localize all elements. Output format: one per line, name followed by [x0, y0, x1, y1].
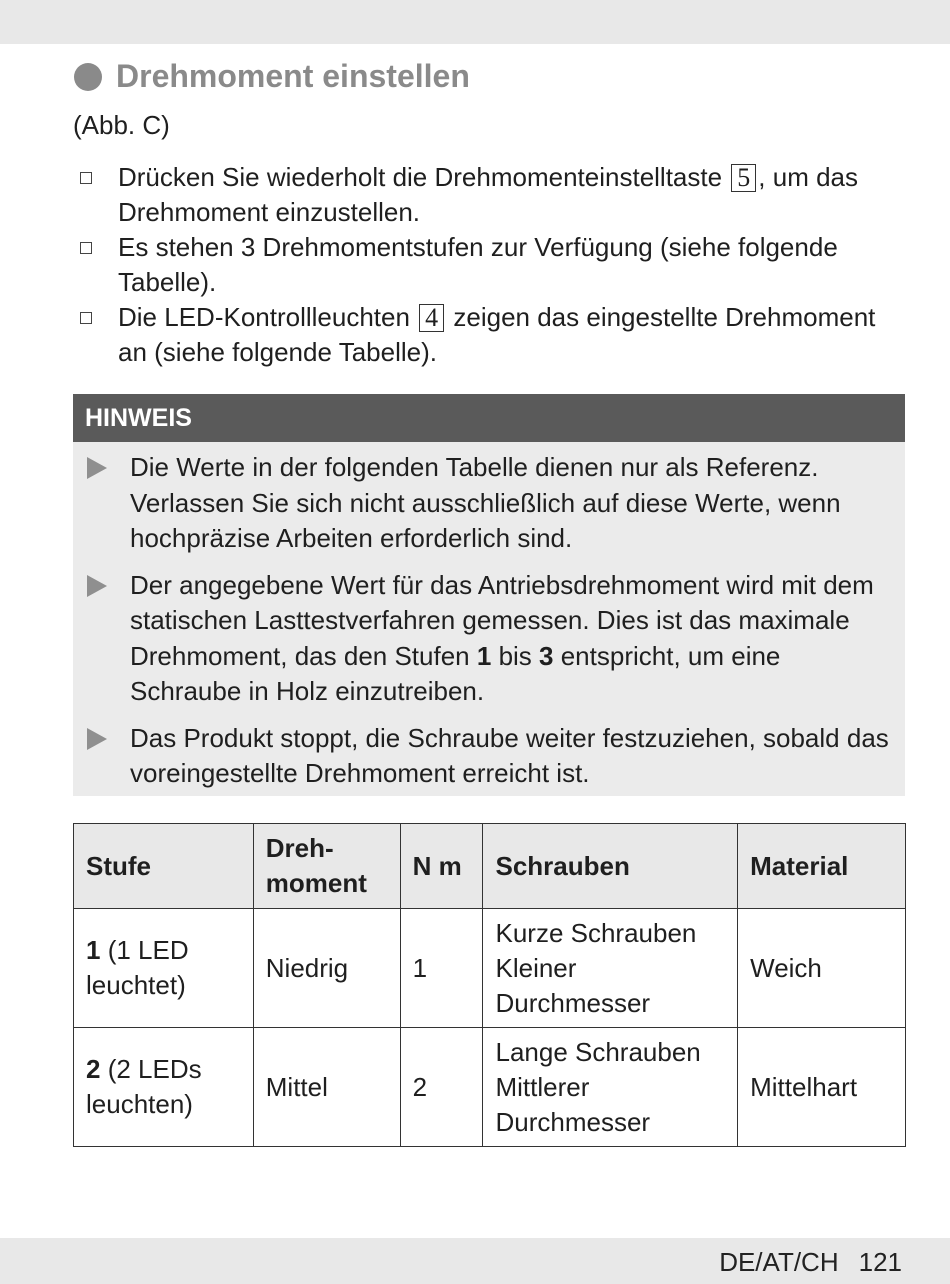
notice-item [73, 450, 905, 557]
instruction-step [74, 230, 904, 300]
schrauben-line: Kleiner [495, 952, 577, 983]
torque-table [73, 823, 906, 1147]
header-drehmoment-line: moment [265, 868, 367, 898]
header-stufe: Stufe [74, 824, 254, 909]
notice-items [73, 442, 905, 792]
step-text: Die LED-Kontrollleuchten [118, 302, 418, 332]
cell-schrauben [483, 1028, 738, 1147]
notice-item [73, 721, 905, 792]
instruction-step [74, 300, 904, 370]
stufe-text: leuchtet) [86, 970, 186, 1000]
notice-item-text: bis [491, 640, 540, 671]
step-text: zeigen das eingestellte Drehmoment an (siehe folgende Tabelle). [118, 302, 876, 367]
table-row [74, 1028, 906, 1147]
notice-item-text: Die Werte in der folgenden Tabelle dienen nur als Referenz. Verlassen Sie sich nicht ausschließlich auf diese Werte, wenn hochpräzise Arbeiten erforderlich sind. [130, 452, 841, 553]
stufe-text: leuchten) [86, 1089, 193, 1119]
header-drehmoment-line: Dreh- [265, 833, 334, 863]
page-footer [719, 1246, 902, 1278]
header-band [0, 0, 950, 44]
checkbox-bullet-icon [80, 242, 92, 254]
cell-nm: 1 [400, 909, 483, 1028]
stufe-number: 2 [86, 1054, 101, 1084]
stufe-number: 1 [86, 935, 101, 965]
instruction-step [74, 160, 904, 230]
notice-item-text: entspricht, um eine Schraube in Holz einzutreiben. [130, 640, 781, 706]
schrauben-line: Mittlerer [495, 1071, 590, 1102]
cell-schrauben [483, 909, 738, 1028]
notice-box [73, 394, 905, 796]
table-row [74, 909, 906, 1028]
section-title-text: Drehmoment einstellen [116, 58, 470, 94]
region-code: DE/AT/CH [719, 1247, 839, 1277]
cell-stufe [74, 1028, 254, 1147]
checkbox-bullet-icon [80, 312, 92, 324]
schrauben-line: Lange Schrauben [495, 1036, 701, 1067]
cell-nm: 2 [400, 1028, 483, 1147]
cell-material: Mittelhart [738, 1028, 906, 1147]
part-reference-box: 5 [731, 164, 756, 192]
header-nm: N m [400, 824, 483, 909]
level-number: 3 [539, 640, 554, 671]
level-number: 1 [476, 640, 492, 671]
schrauben-line: Durchmesser [495, 987, 651, 1018]
cell-material: Weich [738, 909, 906, 1028]
footer-band [0, 1238, 950, 1284]
notice-item [73, 568, 905, 710]
step-text: Es stehen 3 Drehmomentstufen zur Verfügung (siehe folgende Tabelle). [118, 232, 838, 297]
cell-drehmoment: Mittel [253, 1028, 400, 1147]
table-header-row [74, 824, 906, 909]
triangle-bullet-icon [87, 575, 107, 597]
header-material: Material [738, 824, 906, 909]
stufe-text: (1 LED [100, 935, 189, 965]
cell-drehmoment: Niedrig [253, 909, 400, 1028]
part-reference-box: 4 [419, 304, 444, 332]
header-drehmoment [253, 824, 400, 909]
header-schrauben: Schrauben [483, 824, 738, 909]
triangle-bullet-icon [87, 728, 107, 750]
notice-heading: HINWEIS [73, 394, 905, 442]
notice-item-text: Das Produkt stoppt, die Schraube weiter festzuziehen, sobald das voreingestellte Drehmoment erreicht ist. [130, 722, 889, 788]
schrauben-line: Kurze Schrauben [495, 917, 697, 948]
section-title [74, 58, 470, 95]
notice-item-text: Der angegebene Wert für das Antriebsdrehmoment wird mit dem statischen Lasttestverfahren gemessen. Dies ist das maximale Drehmoment, das den Stufen [130, 569, 874, 671]
cell-stufe [74, 909, 254, 1028]
triangle-bullet-icon [87, 457, 107, 479]
step-text: , um das Drehmoment einzustellen. [118, 162, 859, 227]
checkbox-bullet-icon [80, 172, 92, 184]
instruction-steps [74, 160, 904, 370]
schrauben-line: Durchmesser [495, 1106, 651, 1137]
filled-circle-bullet-icon [74, 63, 102, 91]
step-text: Drücken Sie wiederholt die Drehmomenteinstelltaste [118, 162, 730, 192]
figure-reference: (Abb. C) [73, 110, 170, 140]
page-number: 121 [858, 1247, 902, 1277]
stufe-text: (2 LEDs [100, 1054, 202, 1084]
